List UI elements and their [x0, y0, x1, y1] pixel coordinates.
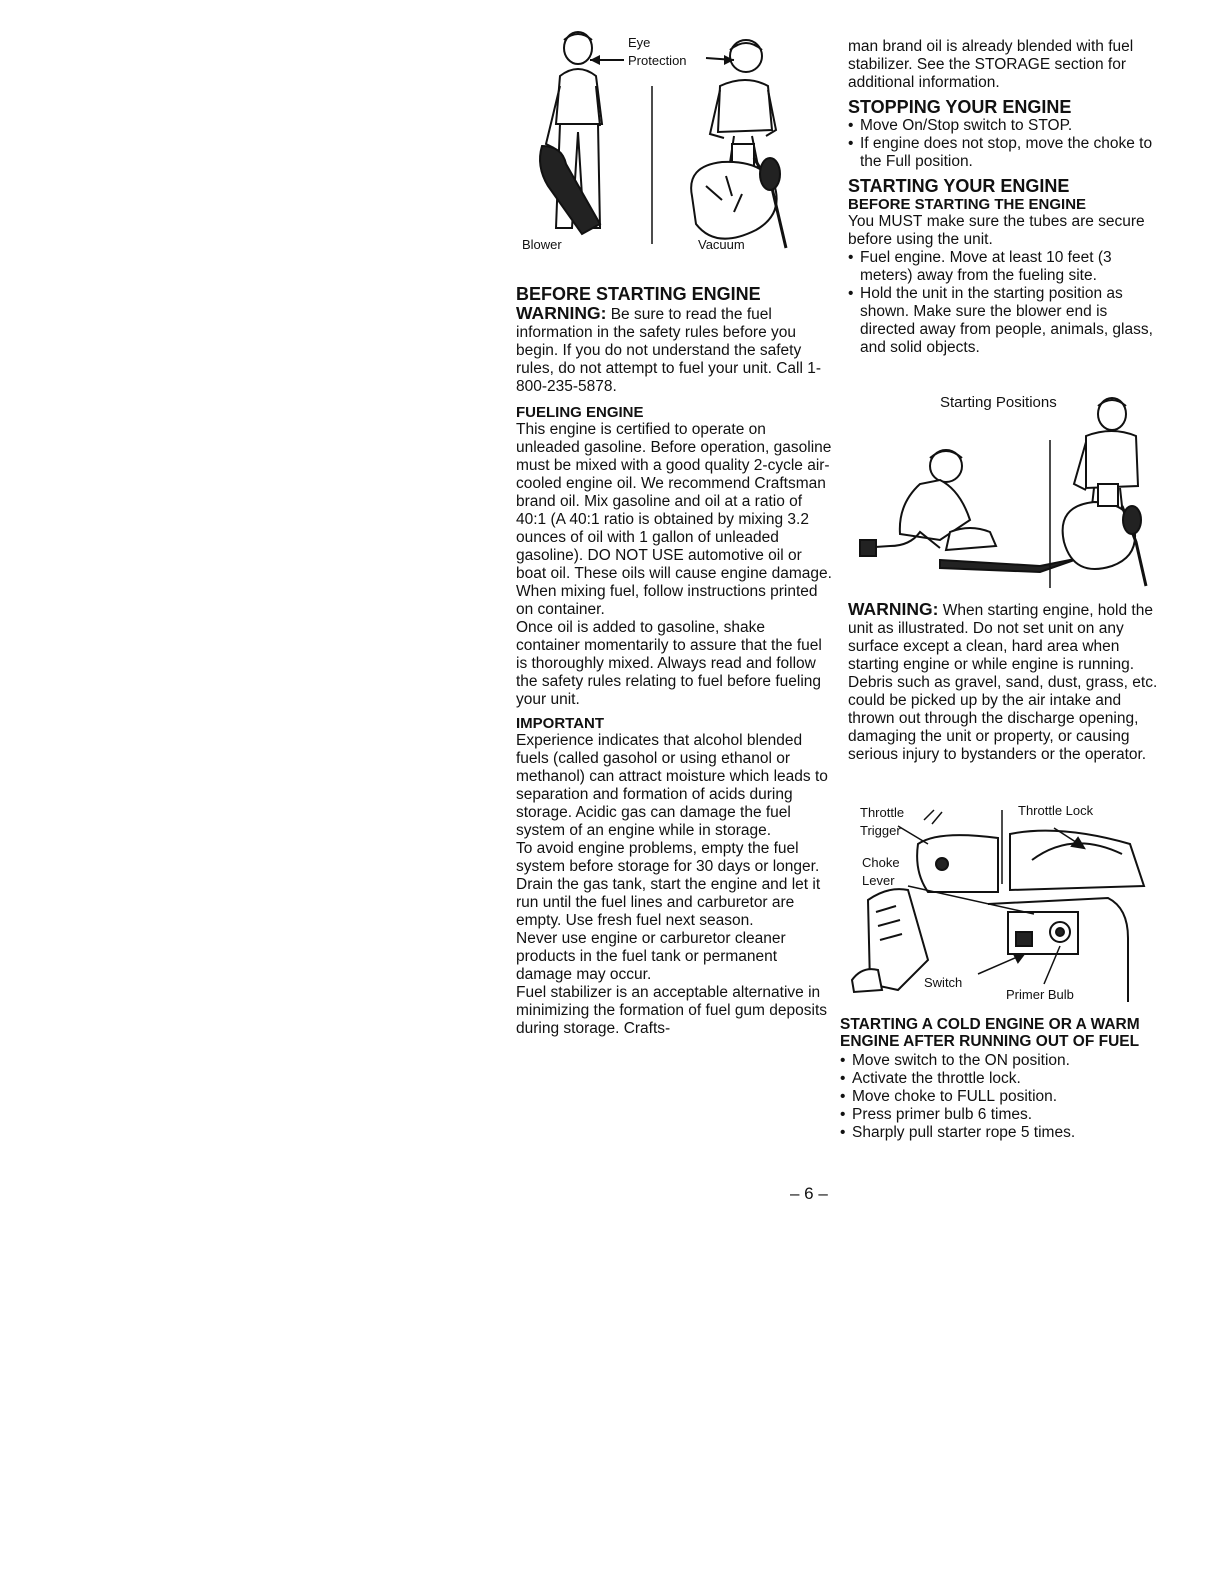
label-protection: Protection — [628, 53, 687, 68]
list-item: • Hold the unit in the starting position as shown. Make sure the blower end is directed away from people, animals, glass, and solid objects. — [848, 285, 1166, 357]
label-eye: Eye — [628, 35, 651, 50]
warning-fuel-paragraph — [516, 304, 832, 396]
cold-start-block — [840, 1016, 1162, 1142]
label-throttle: Throttle — [860, 805, 905, 820]
must-text-a: You — [848, 213, 875, 230]
stopping-item-1-text: Move On/Stop switch to — [860, 117, 1024, 134]
fueling-text-c: automotive oil or boat oil. These oils will cause engine damage. When mixing fuel, follow instructions printed on container. — [516, 547, 832, 618]
list-item — [848, 117, 1166, 135]
fueling-text-caps: DO NOT USE — [587, 547, 684, 564]
left-column — [516, 285, 832, 1038]
label-throttle-lock: Throttle Lock — [1018, 803, 1094, 818]
page-number: – 6 – — [790, 1184, 828, 1203]
warning-lead: WARNING: — [516, 303, 607, 323]
cold-item-1-caps: ON — [984, 1052, 1008, 1069]
important-paragraph-1: Experience indicates that alcohol blended fuels (called gasohol or using ethanol or methanol) can attract moisture which leads to separation and formation of acids during storage. Acidic gas can damage the fuel system of an engine while in storage. — [516, 732, 828, 839]
list-item — [840, 1088, 1162, 1106]
must-text-b: make sure the tubes are secure before using the unit. — [848, 213, 1145, 248]
warning-operation-block — [848, 600, 1166, 764]
label-primer-bulb: Primer Bulb — [1006, 987, 1074, 1002]
list-item: • Activate the throttle lock. — [840, 1070, 1162, 1088]
subheading-before-starting-engine: BEFORE STARTING THE ENGINE — [848, 196, 1087, 213]
storage-continuation — [848, 38, 1166, 92]
warning-fuel-text: Be sure to read the fuel information in the safety rules before you begin. If you do not understand the safety rules, do not attempt to fuel your unit. Call 1-800-235-5878. — [516, 306, 821, 395]
list-item: • Sharply pull starter rope 5 times. — [840, 1124, 1162, 1142]
label-starting-positions: Starting Positions — [940, 394, 1057, 411]
heading-before-starting: BEFORE STARTING ENGINE — [516, 284, 761, 304]
list-item: • Fuel engine. Move at least 10 feet (3 meters) away from the fueling site. — [848, 249, 1166, 285]
cold-item-3-b: position. — [999, 1088, 1058, 1105]
cold-start-list — [840, 1052, 1162, 1142]
label-blower: Blower — [522, 237, 562, 252]
heading-important: IMPORTANT — [516, 715, 605, 732]
starting-positions-illustration — [850, 392, 1160, 592]
label-choke: Choke — [862, 855, 900, 870]
heading-stopping: STOPPING YOUR ENGINE — [848, 97, 1072, 117]
heading-cold-start: STARTING A COLD ENGINE OR A WARM ENGINE AFTER RUNNING OUT OF FUEL — [840, 1016, 1140, 1050]
important-paragraph-4: Fuel stabilizer is an acceptable alternative in minimizing the formation of fuel gum deposits during storage. Crafts- — [516, 984, 828, 1037]
cold-item-3-a: Move choke to — [852, 1088, 953, 1105]
must-paragraph — [848, 213, 1166, 249]
label-switch: Switch — [924, 975, 963, 990]
label-lever: Lever — [862, 873, 895, 888]
heading-fueling: FUELING ENGINE — [516, 404, 644, 421]
cont-text-caps: STORAGE — [974, 56, 1051, 73]
important-paragraph-3: Never use engine or carburetor cleaner products in the fuel tank or permanent damage may occur. — [516, 930, 786, 983]
figure-controls — [848, 804, 1158, 1010]
fueling-paragraph-1 — [516, 421, 832, 619]
stopping-list — [848, 117, 1166, 171]
cold-item-1-b: position. — [1012, 1052, 1070, 1069]
warning2-text: When starting engine, hold the unit as illustrated. Do not set unit on any surface except a clean, hard area when starting engine or while engine is running. Debris such as gravel, sand, dust, grass, etc. could be picked up by the air intake and thrown out through the discharge opening, damaging the unit or property, or causing serious injury to bystanders or the operator. — [848, 602, 1158, 763]
figure-starting-positions — [850, 392, 1160, 592]
right-column-top — [848, 38, 1166, 357]
stopping-item-1-caps: STOP. — [1028, 117, 1073, 134]
list-item: • If engine does not stop, move the choke to the Full position. — [848, 135, 1166, 171]
figure-blower-vacuum — [520, 26, 800, 258]
warning-operation-paragraph — [848, 600, 1166, 764]
starting-list — [848, 249, 1166, 357]
label-vacuum: Vacuum — [698, 237, 745, 252]
list-item: • Press primer bulb 6 times. — [840, 1106, 1162, 1124]
cont-text-b: section for additional information. — [848, 56, 1127, 91]
cold-item-1-a: Move switch to the — [852, 1052, 981, 1069]
fueling-paragraph-2: Once oil is added to gasoline, shake container momentarily to assure that the fuel is thoroughly mixed. Always read and follow the safety rules relating to fuel before fueling your unit. — [516, 619, 822, 708]
must-text-caps: MUST — [878, 213, 923, 230]
cont-text-a: man brand oil is already blended with fuel stabilizer. See the — [848, 38, 1134, 73]
cold-item-3-caps: FULL — [957, 1088, 996, 1105]
list-item — [840, 1052, 1162, 1070]
warning2-lead: WARNING: — [848, 599, 939, 619]
important-paragraph-2: To avoid engine problems, empty the fuel system before storage for 30 days or longer. Drain the gas tank, start the engine and let it run until the fuel lines and carburetor are empty. Use fresh fuel next season. — [516, 840, 821, 929]
label-trigger: Trigger — [860, 823, 901, 838]
fueling-text-a: This engine is certified to operate on unleaded gasoline. Before operation, gasoline must be mixed with a good quality 2-cycle air-cooled engine oil. We recommend Craftsman brand oil. Mix gasoline and oil at a ratio of 40:1 (A 40:1 ratio is obtained by mixing 3.2 ounces of oil with 1 gallon of unleaded gasoline). — [516, 421, 832, 564]
heading-starting: STARTING YOUR ENGINE — [848, 176, 1070, 196]
